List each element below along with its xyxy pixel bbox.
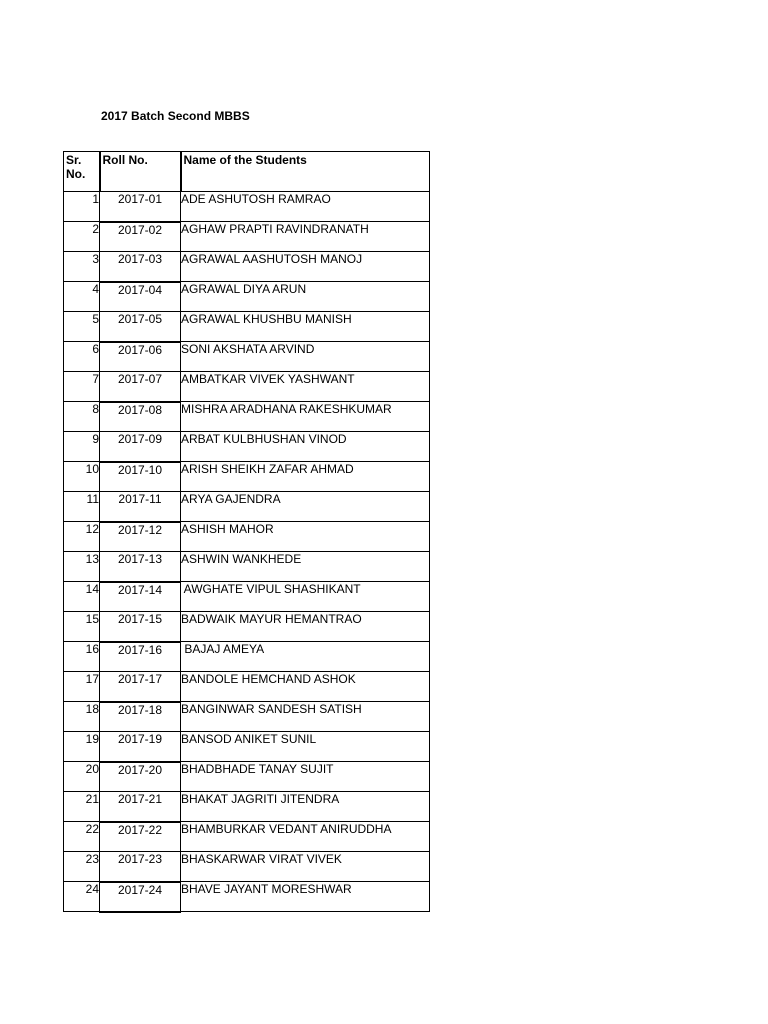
cell-student-name: BHAMBURKAR VEDANT ANIRUDDHA xyxy=(181,822,430,852)
cell-roll-no: 2017-24 xyxy=(100,882,181,912)
cell-sr-no: 20 xyxy=(64,762,100,792)
table-row xyxy=(64,372,430,402)
cell-roll-no: 2017-05 xyxy=(100,312,181,342)
cell-sr-no: 11 xyxy=(64,492,100,522)
cell-roll-no: 2017-15 xyxy=(100,612,181,642)
table-row xyxy=(64,792,430,822)
cell-student-name: SONI AKSHATA ARVIND xyxy=(181,342,430,372)
cell-student-name: ADE ASHUTOSH RAMRAO xyxy=(181,192,430,222)
table-row xyxy=(64,432,430,462)
cell-sr-no: 12 xyxy=(64,522,100,552)
header-sr-no xyxy=(64,152,100,192)
table-row xyxy=(64,732,430,762)
cell-sr-no: 14 xyxy=(64,582,100,612)
cell-student-name: BANSOD ANIKET SUNIL xyxy=(181,732,430,762)
cell-roll-no: 2017-22 xyxy=(100,822,181,852)
table-row xyxy=(64,582,430,612)
header-sr-line2: No. xyxy=(66,167,86,181)
cell-student-name: ARYA GAJENDRA xyxy=(181,492,430,522)
cell-roll-no: 2017-17 xyxy=(100,672,181,702)
table-row xyxy=(64,522,430,552)
cell-sr-no: 22 xyxy=(64,822,100,852)
cell-student-name: ASHWIN WANKHEDE xyxy=(181,552,430,582)
cell-sr-no: 21 xyxy=(64,792,100,822)
table-row xyxy=(64,762,430,792)
cell-roll-no: 2017-21 xyxy=(100,792,181,822)
table-row xyxy=(64,552,430,582)
cell-sr-no: 7 xyxy=(64,372,100,402)
cell-roll-no: 2017-08 xyxy=(100,402,181,432)
cell-student-name: BHASKARWAR VIRAT VIVEK xyxy=(181,852,430,882)
table-row xyxy=(64,492,430,522)
cell-sr-no: 17 xyxy=(64,672,100,702)
cell-roll-no: 2017-04 xyxy=(100,282,181,312)
table-row xyxy=(64,612,430,642)
table-body xyxy=(64,192,430,912)
cell-student-name: BHADBHADE TANAY SUJIT xyxy=(181,762,430,792)
cell-student-name: AGHAW PRAPTI RAVINDRANATH xyxy=(181,222,430,252)
cell-student-name: MISHRA ARADHANA RAKESHKUMAR xyxy=(181,402,430,432)
cell-roll-no: 2017-12 xyxy=(100,522,181,552)
table-row xyxy=(64,342,430,372)
cell-sr-no: 9 xyxy=(64,432,100,462)
table-row xyxy=(64,222,430,252)
table-row xyxy=(64,192,430,222)
cell-sr-no: 16 xyxy=(64,642,100,672)
cell-sr-no: 15 xyxy=(64,612,100,642)
cell-sr-no: 1 xyxy=(64,192,100,222)
cell-sr-no: 19 xyxy=(64,732,100,762)
cell-roll-no: 2017-18 xyxy=(100,702,181,732)
cell-student-name: ARISH SHEIKH ZAFAR AHMAD xyxy=(181,462,430,492)
cell-roll-no: 2017-03 xyxy=(100,252,181,282)
cell-student-name: BADWAIK MAYUR HEMANTRAO xyxy=(181,612,430,642)
cell-roll-no: 2017-16 xyxy=(100,642,181,672)
cell-sr-no: 13 xyxy=(64,552,100,582)
table-row xyxy=(64,642,430,672)
table-row xyxy=(64,672,430,702)
cell-sr-no: 24 xyxy=(64,882,100,912)
cell-student-name: AMBATKAR VIVEK YASHWANT xyxy=(181,372,430,402)
cell-roll-no: 2017-10 xyxy=(100,462,181,492)
header-student-name: Name of the Students xyxy=(181,152,430,192)
student-table xyxy=(63,151,430,913)
table-row xyxy=(64,822,430,852)
table-row xyxy=(64,252,430,282)
cell-roll-no: 2017-23 xyxy=(100,852,181,882)
table-row xyxy=(64,462,430,492)
cell-roll-no: 2017-19 xyxy=(100,732,181,762)
cell-roll-no: 2017-09 xyxy=(100,432,181,462)
cell-student-name: BAJAJ AMEYA xyxy=(181,642,430,672)
page-title: 2017 Batch Second MBBS xyxy=(101,109,250,123)
cell-sr-no: 10 xyxy=(64,462,100,492)
cell-roll-no: 2017-02 xyxy=(100,222,181,252)
cell-roll-no: 2017-14 xyxy=(100,582,181,612)
table-row xyxy=(64,852,430,882)
cell-roll-no: 2017-13 xyxy=(100,552,181,582)
table-row xyxy=(64,282,430,312)
header-sr-line1: Sr. xyxy=(66,153,82,167)
cell-roll-no: 2017-06 xyxy=(100,342,181,372)
cell-student-name: BHAVE JAYANT MORESHWAR xyxy=(181,882,430,912)
cell-roll-no: 2017-20 xyxy=(100,762,181,792)
cell-sr-no: 4 xyxy=(64,282,100,312)
cell-student-name: AGRAWAL AASHUTOSH MANOJ xyxy=(181,252,430,282)
header-roll-no: Roll No. xyxy=(100,152,181,192)
cell-roll-no: 2017-01 xyxy=(100,192,181,222)
table-row xyxy=(64,402,430,432)
table-row xyxy=(64,882,430,912)
cell-sr-no: 6 xyxy=(64,342,100,372)
cell-student-name: AGRAWAL DIYA ARUN xyxy=(181,282,430,312)
cell-roll-no: 2017-07 xyxy=(100,372,181,402)
cell-student-name: AWGHATE VIPUL SHASHIKANT xyxy=(181,582,430,612)
cell-sr-no: 2 xyxy=(64,222,100,252)
cell-sr-no: 3 xyxy=(64,252,100,282)
cell-student-name: BANDOLE HEMCHAND ASHOK xyxy=(181,672,430,702)
cell-sr-no: 5 xyxy=(64,312,100,342)
cell-roll-no: 2017-11 xyxy=(100,492,181,522)
table-row xyxy=(64,702,430,732)
cell-sr-no: 23 xyxy=(64,852,100,882)
cell-sr-no: 8 xyxy=(64,402,100,432)
table-row xyxy=(64,312,430,342)
cell-student-name: AGRAWAL KHUSHBU MANISH xyxy=(181,312,430,342)
cell-sr-no: 18 xyxy=(64,702,100,732)
cell-student-name: BANGINWAR SANDESH SATISH xyxy=(181,702,430,732)
cell-student-name: ASHISH MAHOR xyxy=(181,522,430,552)
table-header-row xyxy=(64,152,430,192)
cell-student-name: ARBAT KULBHUSHAN VINOD xyxy=(181,432,430,462)
cell-student-name: BHAKAT JAGRITI JITENDRA xyxy=(181,792,430,822)
